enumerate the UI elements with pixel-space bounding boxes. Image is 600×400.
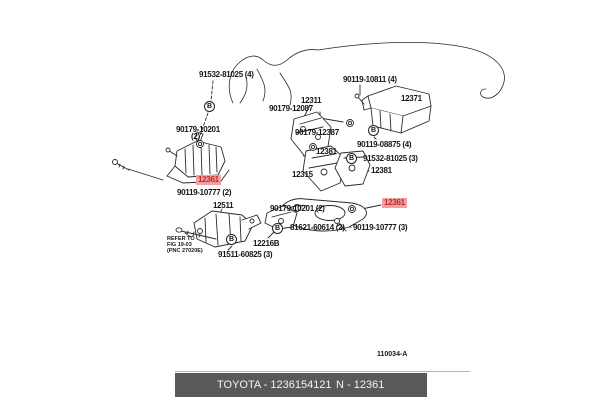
part-label-90179-10201-left: 90179-10201 <box>176 125 220 134</box>
part-label-81621-60614: 81621-60614 (2) <box>290 223 345 232</box>
part-label-91532-81025-3: 91532-81025 (3) <box>363 154 418 163</box>
callout-circle-b: B <box>368 125 379 136</box>
part-label-91532-81025-4: 91532-81025 (4) <box>199 70 254 79</box>
part-label-12381-right: 12381 <box>371 166 392 175</box>
part-label-90179-10201-center: 90179-10201 (2) <box>270 204 325 213</box>
footer-rule <box>175 371 470 372</box>
refer-note-line2: FIG 19-03 <box>167 242 192 248</box>
part-label-90119-10811: 90119-10811 (4) <box>343 75 397 84</box>
title-bar-pnc-code: N - 12361 <box>336 379 385 391</box>
refer-note-line3: (PNC 27020E) <box>167 248 203 254</box>
title-bar-part-number: TOYOTA - 1236154121 <box>217 379 332 391</box>
drawing-number: 110034-A <box>377 351 408 358</box>
part-label-12216b: 12216B <box>253 239 280 248</box>
refer-note-line1: REFER TO <box>167 236 195 242</box>
part-label-90119-08875: 90119-08875 (4) <box>357 140 412 149</box>
engine-outline-sketch <box>229 42 504 105</box>
highlighted-part-label-12361-left[interactable]: 12361 <box>198 175 219 184</box>
part-label-12371: 12371 <box>401 94 422 103</box>
part-label-12315: 12315 <box>292 170 313 179</box>
callout-circle-b: B <box>272 223 283 234</box>
part-label-12381-center: 12381 <box>316 147 337 156</box>
part-label-91511-60825: 91511-60825 (3) <box>218 250 273 259</box>
part-label-90119-10777-left: 90119-10777 (2) <box>177 188 232 197</box>
part-label-90179-12087: 90179-12087 <box>269 104 313 113</box>
part-label-90179-10201-left-qty: (2) <box>191 132 200 141</box>
callout-circle-b: B <box>226 234 237 245</box>
title-bar <box>175 373 427 397</box>
part-label-90179-12387: 90179-12387 <box>295 128 339 137</box>
part-label-90119-10777-right: 90119-10777 (3) <box>353 223 408 232</box>
callout-circle-b: B <box>346 153 357 164</box>
highlighted-part-label-12361-right[interactable]: 12361 <box>384 198 405 207</box>
callout-circle-b: B <box>204 101 215 112</box>
part-label-12311: 12311 <box>301 96 322 105</box>
part-label-12511: 12511 <box>213 201 234 210</box>
